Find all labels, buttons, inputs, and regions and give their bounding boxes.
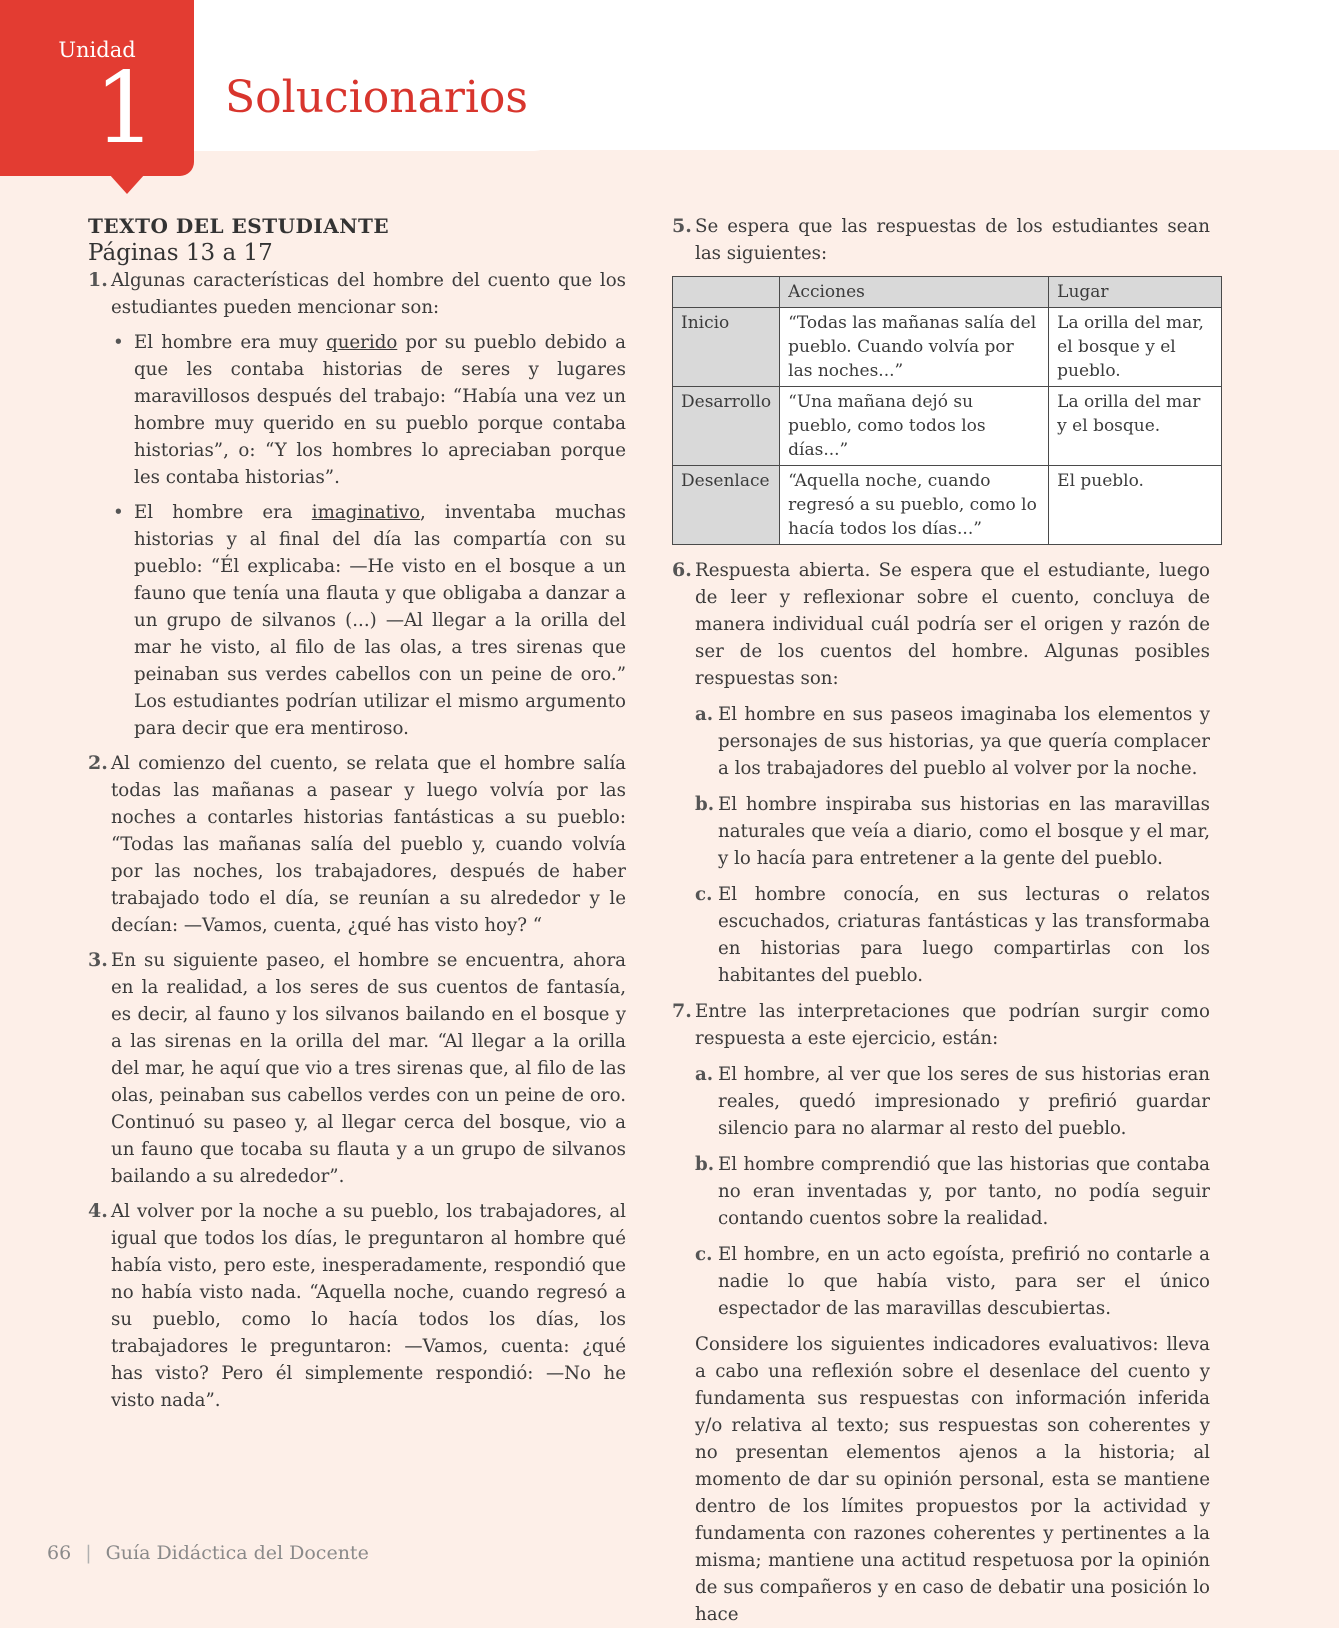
- question-intro: Entre las interpretaciones que podrían surgir como respuesta a este ejercicio, están:: [695, 1001, 1210, 1049]
- question-number: 5.: [672, 215, 692, 237]
- page-title: Solucionarios: [225, 72, 528, 123]
- option-text: El hombre conocía, en sus lecturas o relatos escuchados, criaturas fantásticas y las transformaba en historias para luego compartirlas con los habitantes del pueblo.: [718, 884, 1210, 986]
- option-letter: c.: [695, 884, 713, 905]
- bullet-text: El hombre era: [134, 502, 312, 523]
- bullet-text: , inventaba muchas historias y al final del día las compartía con su pueblo: “Él explicaba: —He visto en el bosque a un fauno que tenía una flauta y que obligaba a danzar a un grupo de silvanos (...) —Al llegar a la orilla del mar he visto, al filo de las olas, a tres sirenas que peinaban sus verdes cabellos con un peine de oro.” Los estudiantes podrían utilizar el mismo argumento para decir que era mentiroso.: [134, 502, 626, 739]
- cell-actions: “Una mañana dejó su pueblo, como todos los días...”: [780, 387, 1049, 466]
- underlined-word: imaginativo: [311, 502, 421, 523]
- option-text: El hombre, en un acto egoísta, prefirió no contarle a nadie lo que había visto, para ser el único espectador de las maravillas descubiertas.: [718, 1244, 1210, 1319]
- question-text: Al volver por la noche a su pueblo, los trabajadores, al igual que todos los días, le preguntaron al hombre qué había visto, pero este, inesperadamente, respondió que no había visto nada. “Aquella noche, cuando regresó a su pueblo, como lo hacía todos los días, los trabajadores le preguntaron: —Vamos, cuenta: ¿qué has visto? Pero él simplemente respondió: —No he visto nada”.: [111, 1201, 626, 1411]
- option-text: El hombre en sus paseos imaginaba los elementos y personajes de sus historias, ya que quería complacer a los trabajadores del pueblo al volver por la noche.: [718, 704, 1210, 779]
- unit-number: 1: [93, 52, 157, 166]
- question-intro: Se espera que las respuestas de los estudiantes sean las siguientes:: [695, 216, 1210, 264]
- question-number: 6.: [672, 559, 692, 581]
- option-letter: b.: [695, 794, 715, 815]
- question-7: [672, 998, 1210, 1322]
- page-number: 66: [47, 1542, 72, 1564]
- bullet-item: [111, 499, 626, 742]
- question-text: En su siguiente paseo, el hombre se encuentra, ahora en la realidad, a los seres de sus cuentos de fantasía, es decir, al fauno y los silvanos bailando en el bosque y a las sirenas en la orilla del mar. “Al llegar a la orilla del mar, he aquí que vio a tres sirenas que, al filo de las olas, peinaban sus cabellos verdes con un peine de oro. Continuó su paseo y, al llegar cerca del bosque, vio a un fauno que tocaba su flauta y a un grupo de silvanos bailando a su alrededor”.: [111, 950, 626, 1187]
- bullet-list: [111, 329, 626, 742]
- question-4: [88, 1198, 626, 1414]
- left-column: [88, 213, 626, 1422]
- cell-place: El pueblo.: [1049, 466, 1222, 545]
- row-label: Inicio: [673, 308, 780, 387]
- option-text: El hombre, al ver que los seres de sus historias eran reales, quedó impresionado y prefirió guardar silencio para no alarmar al resto del pueblo.: [718, 1064, 1210, 1139]
- cell-place: La orilla del mar, el bosque y el pueblo.: [1049, 308, 1222, 387]
- question-intro: Respuesta abierta. Se espera que el estudiante, luego de leer y reflexionar sobre el cuento, concluya de manera individual cuál podría ser el origen y razón de ser de los cuentos del hombre. Algunas posibles respuestas son:: [695, 560, 1210, 689]
- pages-title: Páginas 13 a 17: [88, 240, 273, 266]
- option-a: [695, 701, 1210, 782]
- cell-actions: “Todas las mañanas salía del pueblo. Cuando volvía por las noches...”: [780, 308, 1049, 387]
- question-number: 2.: [88, 752, 108, 774]
- cell-place: La orilla del mar y el bosque.: [1049, 387, 1222, 466]
- option-letter: b.: [695, 1154, 715, 1175]
- evaluation-note: Considere los siguientes indicadores evaluativos: lleva a cabo una reflexión sobre el desenlace del cuento y fundamenta sus respuestas con información inferida y/o relativa al texto; sus respuestas son coherentes y no presentan elementos ajenos a la historia; al momento de dar su opinión personal, esta se mantiene dentro de los límites propuestos por la actividad y fundamenta con razones coherentes y pertinentes a la misma; mantiene una actitud respetuosa por la opinión de sus compañeros y en caso de debatir una posición lo hace: [695, 1334, 1210, 1625]
- narrative-table: [672, 276, 1222, 545]
- table-row: [673, 387, 1222, 466]
- book-title: Guía Didáctica del Docente: [105, 1542, 369, 1564]
- column-header-place: Lugar: [1049, 277, 1222, 308]
- option-b: [695, 791, 1210, 872]
- unit-tab: [0, 0, 194, 176]
- question-3: [88, 947, 626, 1190]
- option-text: El hombre inspiraba sus historias en las maravillas naturales que veía a diario, como el bosque y el mar, y lo hacía para entretener a la gente del pueblo.: [718, 794, 1210, 869]
- question-number: 7.: [672, 1000, 692, 1022]
- question-text: Al comienzo del cuento, se relata que el hombre salía todas las mañanas a pasear y luego volvía por las noches a contarles historias fantásticas a su pueblo: “Todas las mañanas salía del pueblo y, cuando volvía por las noches, los trabajadores, después de haber trabajado todo el día, se reunían a su alrededor y le decían: —Vamos, cuenta, ¿qué has visto hoy? “: [111, 753, 626, 936]
- option-c: [695, 881, 1210, 989]
- table-corner: [673, 277, 780, 308]
- question-number: 4.: [88, 1200, 108, 1222]
- row-label: Desenlace: [673, 466, 780, 545]
- table-row: [673, 308, 1222, 387]
- question-6: [672, 557, 1210, 989]
- section-title: TEXTO DEL ESTUDIANTE: [88, 214, 390, 238]
- cell-actions: “Aquella noche, cuando regresó a su pueblo, como lo hacía todos los días...”: [780, 466, 1049, 545]
- option-letter: a.: [695, 1064, 714, 1085]
- page-footer: [47, 1542, 369, 1564]
- option-b: [695, 1151, 1210, 1232]
- table-header-row: [673, 277, 1222, 308]
- row-label: Desarrollo: [673, 387, 780, 466]
- table-row: [673, 466, 1222, 545]
- option-a: [695, 1061, 1210, 1142]
- unit-label: Unidad: [58, 38, 136, 62]
- bullet-text: por su pueblo debido a que les contaba historias de seres y lugares maravillosos después del trabajo: “Había una vez un hombre muy querido en su pueblo porque contaba historias”, o: “Y los hombres lo apreciaban porque les contaba historias”.: [134, 332, 626, 488]
- option-letter: c.: [695, 1244, 713, 1265]
- question-number: 1.: [88, 269, 108, 291]
- question-2: [88, 750, 626, 939]
- unit-tab-notch: [109, 174, 145, 194]
- question-number: 3.: [88, 949, 108, 971]
- right-column: [672, 213, 1210, 1628]
- bullet-item: [111, 329, 626, 491]
- bullet-text: El hombre era muy: [134, 332, 327, 353]
- question-5: [672, 213, 1210, 545]
- footer-separator: |: [85, 1542, 92, 1564]
- column-header-actions: Acciones: [780, 277, 1049, 308]
- option-letter: a.: [695, 704, 714, 725]
- option-c: [695, 1241, 1210, 1322]
- option-text: El hombre comprendió que las historias que contaba no eran inventadas y, por tanto, no podía seguir contando cuentos sobre la realidad.: [718, 1154, 1210, 1229]
- question-1: [88, 267, 626, 742]
- question-intro: Algunas características del hombre del cuento que los estudiantes pueden mencionar son:: [111, 270, 626, 318]
- underlined-word: querido: [326, 332, 398, 353]
